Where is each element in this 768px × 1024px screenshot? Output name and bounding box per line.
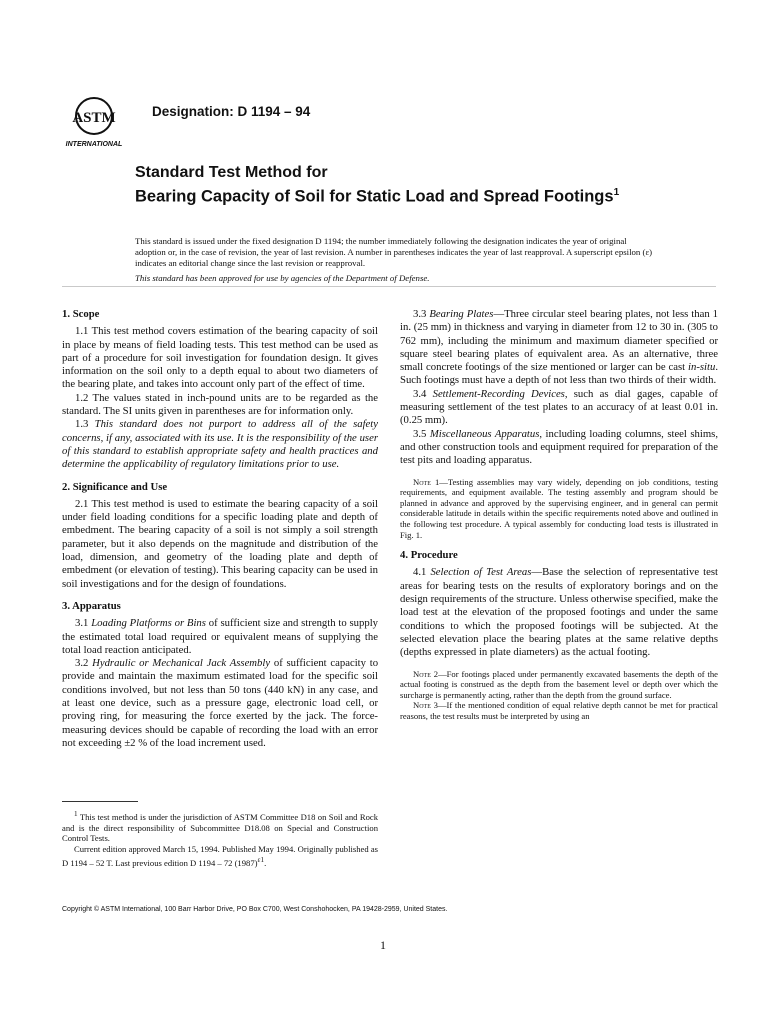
title-line-1: Standard Test Method for bbox=[135, 164, 328, 181]
designation: Designation: D 1194 – 94 bbox=[152, 104, 311, 119]
footnote-text: This test method is under the jurisdiction of ASTM Committee D18 on Soil and Rock and is the direct responsibility of Subcommittee D18.08 on Special and Construction Control Tests. bbox=[62, 811, 378, 844]
para-3-4 bbox=[400, 388, 718, 428]
term: Miscellaneous Apparatus bbox=[429, 427, 540, 440]
note-2 bbox=[400, 669, 718, 701]
para-text: , including loading columns, steel shims, and other construction tools and equipment required for preparation of the test pits and loading apparatus. bbox=[400, 427, 718, 467]
para-number: 3.5 bbox=[413, 427, 427, 440]
para-1-2: 1.2 The values stated in inch-pound units are to be regarded as the standard. The SI units given in parentheses are for information only. bbox=[62, 391, 378, 418]
para-number: 3.4 bbox=[413, 387, 427, 400]
para-italic-text: This standard does not purport to address all of the safety concerns, if any, associated with its use. It is the responsibility of the user of this standard to establish appropriate safety and health practices and determine the applicability of regulatory limitations prior to use. bbox=[62, 418, 379, 471]
note-label: Note bbox=[413, 700, 431, 711]
standard-notice bbox=[135, 236, 655, 284]
para-number: 4.1 bbox=[413, 566, 427, 579]
para-number: 3.1 bbox=[75, 617, 89, 630]
para-text: of sufficient capacity to provide and maintain the maximum estimated load for the specific soil conditions involved, but not less than 50 tons (440 kN) in any case, and at least one device, such as a pressure gage, electronic load cell, or proving ring, for measuring the force exerted by the jack. The force-measuring devices should be capable of recording the load with an error not exceeding ±2 % of the load increment used. bbox=[62, 657, 379, 749]
para-text: of sufficient size and strength to supply the estimated total load required or equivalent means of supplying the total load reaction anticipated. bbox=[62, 617, 379, 656]
section-heading-scope: 1. Scope bbox=[62, 308, 100, 320]
para-text: . Such footings must have a depth of not less than two thirds of their width. bbox=[400, 361, 719, 387]
para-number: 1.3 bbox=[75, 418, 89, 431]
title-main-text: Bearing Capacity of Soil for Static Load and Spread Footings bbox=[135, 187, 614, 206]
note-text: 1—Testing assemblies may vary widely, depending on job conditions, testing requirements, and equipment available. The testing assembly and program should be planned in advance and approved by the supervising engineer, and in general can permit considerable latitude in details within the specific requirements noted above and outlined in the following test procedure. A typical assembly for conducting load tests is illustrated in Fig. 1. bbox=[400, 476, 718, 540]
title-footnote-mark: 1 bbox=[613, 187, 620, 198]
astm-logo-icon bbox=[62, 96, 126, 148]
para-1-3 bbox=[62, 418, 378, 471]
para-number: 3.2 bbox=[75, 657, 89, 670]
term: Hydraulic or Mechanical Jack Assembly bbox=[92, 657, 271, 670]
page-number: 1 bbox=[380, 938, 386, 952]
para-text: —Base the selection of representative test areas for bearing tests on the results of exploratory borings and on the design requirements of the structure. Unless otherwise specified, make the load test at the elevation of the proposed footings and under the same conditions to which the proposed footings will be subjected. At the selected elevation place the bearing plates at the same relative depths (depths expressed in plate diameters) as the actual footing. bbox=[400, 566, 718, 659]
footnote-2 bbox=[62, 844, 378, 868]
footnote-mark: 1 bbox=[74, 810, 78, 818]
section-heading-apparatus: 3. Apparatus bbox=[62, 599, 121, 612]
note-label: Note bbox=[413, 668, 431, 679]
notice-approved: This standard has been approved for use by agencies of the Department of Defense. bbox=[135, 272, 430, 283]
footnote-1 bbox=[62, 809, 378, 844]
left-column bbox=[62, 308, 378, 750]
copyright: Copyright © ASTM International, 100 Barr Harbor Drive, PO Box C700, West Conshohocken, PA 19428-2959, United States. bbox=[62, 906, 448, 913]
footnote-epsilon: ε1 bbox=[257, 856, 265, 865]
right-column bbox=[400, 308, 718, 721]
footnote-end: . bbox=[264, 857, 267, 868]
term: Loading Platforms or Bins bbox=[91, 617, 206, 630]
para-2-1: 2.1 This test method is used to estimate the bearing capacity of a soil under field loading conditions for a specific loading plate and depth of embedment. The bearing capacity of a soil is not simply a soil strength parameter, but it also depends on the magnitude and distribution of the load, dimension, and geometry of the loading plate and depth of embedment (or elevation of testing). This bearing capacity can be used in soil investigations and for the design of foundations. bbox=[62, 497, 378, 590]
note-1 bbox=[400, 477, 718, 541]
note-label: Note bbox=[413, 476, 431, 487]
divider bbox=[62, 286, 716, 287]
section-heading-significance: 2. Significance and Use bbox=[62, 480, 168, 493]
para-3-5 bbox=[400, 428, 718, 468]
footnote-divider bbox=[62, 801, 138, 802]
term: Settlement-Recording Devices bbox=[432, 387, 565, 400]
para-1-1: 1.1 This test method covers estimation of the bearing capacity of soil in place by means of field loading tests. This test method can be used as part of a procedure for soil investigation for foundation design. It gives information on the soil only to a depth equal to about two diameters of the bearing plate, and takes into account only part of the effect of time. bbox=[62, 325, 378, 391]
note-3 bbox=[400, 700, 718, 721]
para-text: —Three circular steel bearing plates, not less than 1 in. (25 mm) in thickness and varying in diameter from 12 to 30 in. (305 to 762 mm), including the minimum and maximum diameter specified or square steel bearing plates of equivalent area. As an alternative, three small concrete footings of the size mentioned or larger can be cast bbox=[400, 308, 719, 374]
note-text: 2—For footings placed under permanently excavated basements the depth of the actual footing is construed as the depth from the basement level or depth over which the surcharge is permanently acting, rather than the depth from the ground surface. bbox=[400, 668, 718, 700]
logo-subtext: INTERNATIONAL bbox=[65, 141, 123, 148]
astm-logo bbox=[62, 96, 126, 148]
section-heading-procedure: 4. Procedure bbox=[400, 549, 458, 562]
term: Bearing Plates bbox=[429, 308, 494, 320]
para-3-2 bbox=[62, 657, 378, 750]
footnote bbox=[62, 809, 378, 869]
para-3-1 bbox=[62, 617, 378, 657]
notice-text: This standard is issued under the fixed designation D 1194; the number immediately following the designation indicates the year of original adoption or, in the case of revision, the year of last revision. A number in parentheses indicates the year of last reapproval. A superscript epsilon (ε) indicates an editorial change since the last revision or reapproval. bbox=[135, 236, 653, 269]
footnote-text: Current edition approved March 15, 1994. Published May 1994. Originally published as D 1194 – 52 T. Last previous edition D 1194 – 72 (1987) bbox=[62, 844, 378, 868]
title-main bbox=[135, 183, 655, 207]
document-title bbox=[135, 163, 655, 207]
para-4-1 bbox=[400, 566, 718, 659]
para-number: 3.3 bbox=[413, 308, 427, 320]
para-text: , such as dial gages, capable of measuring settlement of the test plates to an accuracy of at least 0.01 in. (0.25 mm). bbox=[400, 387, 718, 427]
term: Selection of Test Areas bbox=[430, 566, 532, 579]
term-insitu: in-situ bbox=[688, 361, 716, 374]
para-3-3 bbox=[400, 308, 718, 388]
note-text: 3—If the mentioned condition of equal relative depth cannot be met for practical reasons, the test results must be interpreted by using an bbox=[400, 700, 718, 721]
logo-text: ASTM bbox=[72, 110, 116, 126]
